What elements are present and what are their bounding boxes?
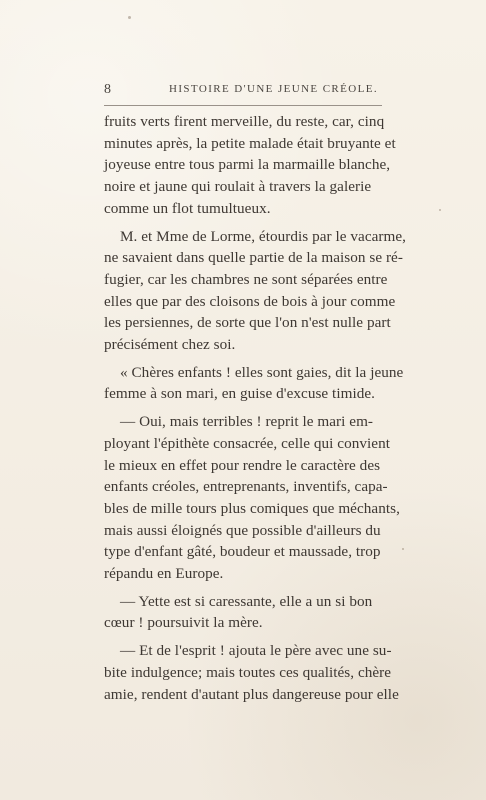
paper-speck xyxy=(439,209,441,211)
text-line: elles que par des cloisons de bois à jour comme xyxy=(104,292,396,310)
text-line: précisément chez soi. xyxy=(104,336,236,354)
text-line: bite indulgence; mais toutes ces qualités, chère xyxy=(104,663,392,681)
text-line: cœur ! poursuivit la mère. xyxy=(104,614,263,632)
paragraph-first-line: — Oui, mais terribles ! reprit le mari em- xyxy=(120,413,374,431)
text-line: femme à son mari, en guise d'excuse timide. xyxy=(104,385,376,403)
text-line: fugier, car les chambres ne sont séparées entre xyxy=(104,270,388,288)
text-line: fruits verts firent merveille, du reste, car, cinq xyxy=(104,113,385,130)
header-rule xyxy=(104,105,382,106)
text-line: les persiennes, de sorte que l'on n'est nulle part xyxy=(104,314,391,332)
text-line: joyeuse entre tous parmi la marmaille blanche, xyxy=(104,156,391,174)
paragraph-first-line: — Yette est si caressante, elle a un si bon xyxy=(120,592,373,610)
text-line: comme un flot tumultueux. xyxy=(104,199,271,217)
paper-speck xyxy=(128,16,131,19)
text-line: amie, rendent d'autant plus dangereuse pour elle xyxy=(104,685,399,703)
page-header xyxy=(104,82,382,102)
text-line: répandu en Europe. xyxy=(104,565,224,583)
paper-speck xyxy=(402,548,404,550)
text-line: ne savaient dans quelle partie de la maison se ré- xyxy=(104,249,403,267)
text-line: minutes après, la petite malade était bruyante et xyxy=(104,134,396,152)
text-line: bles de mille tours plus comiques que méchants, xyxy=(104,499,400,517)
paragraph-first-line: M. et Mme de Lorme, étourdis par le vacarme, xyxy=(120,227,407,245)
page-number: 8 xyxy=(104,82,112,97)
text-line: ployant l'épithète consacrée, celle qui convient xyxy=(104,434,390,452)
text-line: enfants créoles, entreprenants, inventifs, capa- xyxy=(104,478,388,496)
text-line: le mieux en effet pour rendre le caractère des xyxy=(104,456,381,474)
paragraph-first-line: — Et de l'esprit ! ajouta le père avec une su- xyxy=(120,642,392,660)
page-body xyxy=(104,111,407,705)
text-line: noire et jaune qui roulait à travers la galerie xyxy=(104,178,372,196)
text-line: mais aussi éloignés que possible d'ailleurs du xyxy=(104,521,381,539)
running-title: HISTOIRE D'UNE JEUNE CRÉOLE. xyxy=(169,83,379,95)
paragraph-first-line: « Chères enfants ! elles sont gaies, dit la jeune xyxy=(120,363,404,381)
text-line: type d'enfant gâté, boudeur et maussade, trop xyxy=(104,543,381,561)
